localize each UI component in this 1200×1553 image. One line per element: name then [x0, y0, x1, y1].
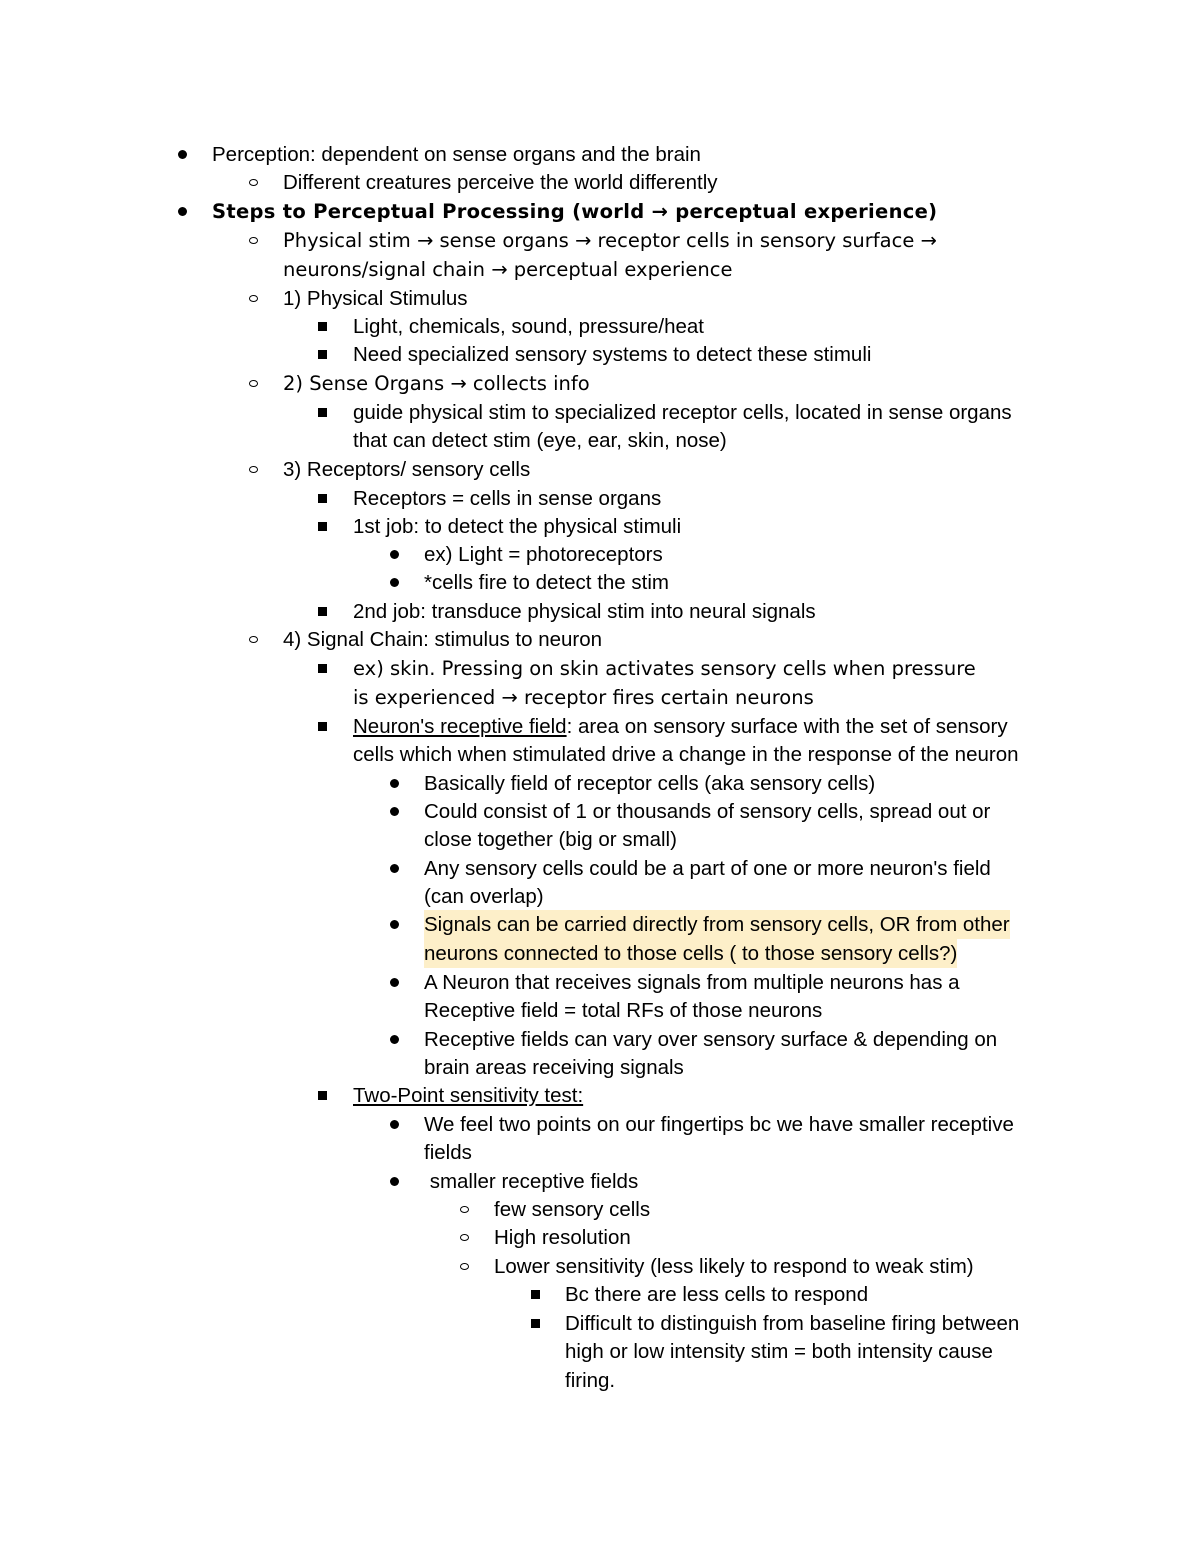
- list-item: [0, 968, 1200, 997]
- list-item-text: (can overlap): [424, 885, 544, 908]
- bullet-circle-icon: [249, 636, 258, 643]
- bullet-square-icon: [531, 1319, 540, 1328]
- list-item-text: ex) skin. Pressing on skin activates sensory cells when pressure: [353, 657, 976, 680]
- list-item-text: *cells fire to detect the stim: [424, 571, 669, 594]
- list-item-text: 1) Physical Stimulus: [283, 287, 468, 310]
- bullet-square-icon: [318, 350, 327, 359]
- list-item-text: High resolution: [494, 1226, 631, 1249]
- bullet-circle-icon: [460, 1263, 469, 1270]
- list-item-text: Receptive fields can vary over sensory surface & depending on: [424, 1028, 998, 1051]
- list-item: [0, 312, 1200, 341]
- list-item-text: Different creatures perceive the world differently: [283, 171, 718, 194]
- underlined-term: Two-Point sensitivity test:: [353, 1084, 584, 1107]
- bullet-square-icon: [318, 722, 327, 731]
- list-item-text: A Neuron that receives signals from multiple neurons has a: [424, 971, 960, 994]
- list-item-text: smaller receptive fields: [424, 1170, 639, 1193]
- bullet-circle-icon: [249, 466, 258, 473]
- list-item: [0, 1252, 1200, 1281]
- bullet-dot-icon: [390, 578, 399, 587]
- list-item-text: fields: [424, 1141, 472, 1164]
- list-item-text: few sensory cells: [494, 1198, 651, 1221]
- list-item-text: that can detect stim (eye, ear, skin, nose): [353, 429, 727, 452]
- list-item-continuation: [0, 426, 1200, 455]
- list-item-text: 2nd job: transduce physical stim into neural signals: [353, 600, 816, 623]
- list-item: [0, 1195, 1200, 1224]
- list-item: [0, 540, 1200, 569]
- bullet-square-icon: [318, 522, 327, 531]
- highlighted-text: neurons connected to those cells ( to those sensory cells?): [424, 939, 957, 968]
- list-item-continuation: [0, 740, 1200, 769]
- list-item: [0, 197, 1200, 226]
- list-item-text: high or low intensity stim = both intensity cause: [565, 1340, 993, 1363]
- list-item: [0, 484, 1200, 513]
- list-item-text: cells which when stimulated drive a change in the response of the neuron: [353, 743, 1019, 766]
- list-item: [0, 226, 1200, 255]
- list-item: [0, 1081, 1200, 1110]
- list-item-continuation: [0, 882, 1200, 911]
- bullet-square-icon: [318, 322, 327, 331]
- bullet-dot-icon: [390, 1035, 399, 1044]
- list-item-text: is experienced → receptor fires certain neurons: [353, 686, 814, 709]
- list-item: [0, 597, 1200, 626]
- bullet-square-icon: [318, 408, 327, 417]
- list-item-text: Light, chemicals, sound, pressure/heat: [353, 315, 704, 338]
- bullet-circle-icon: [249, 380, 258, 387]
- list-item-text: Any sensory cells could be a part of one or more neuron's field: [424, 857, 991, 880]
- list-item-text: Difficult to distinguish from baseline firing between: [565, 1312, 1020, 1335]
- list-item: [0, 340, 1200, 369]
- list-item: [0, 140, 1200, 169]
- list-item-text: 1st job: to detect the physical stimuli: [353, 515, 682, 538]
- list-item: [0, 797, 1200, 826]
- bullet-dot-icon: [390, 779, 399, 788]
- list-item-continuation: [0, 1337, 1200, 1366]
- list-item-text: neurons/signal chain → perceptual experience: [283, 258, 733, 281]
- list-item-text: firing.: [565, 1369, 616, 1392]
- list-item: [0, 512, 1200, 541]
- list-item: [0, 284, 1200, 313]
- list-item: [0, 1167, 1200, 1196]
- bullet-dot-icon: [390, 864, 399, 873]
- list-item-text: Could consist of 1 or thousands of sensory cells, spread out or: [424, 800, 991, 823]
- bullet-square-icon: [318, 664, 327, 673]
- list-item-text: Basically field of receptor cells (aka sensory cells): [424, 772, 876, 795]
- underlined-term: Neuron's receptive field: [353, 715, 567, 738]
- list-item: [0, 654, 1200, 683]
- bullet-dot-icon: [390, 920, 399, 929]
- list-item-continuation: [0, 255, 1200, 284]
- bullet-circle-icon: [460, 1234, 469, 1241]
- list-item-text: 4) Signal Chain: stimulus to neuron: [283, 628, 603, 651]
- list-item: [0, 854, 1200, 883]
- list-item-text: We feel two points on our fingertips bc we have smaller receptive: [424, 1113, 1014, 1136]
- bullet-circle-icon: [249, 237, 258, 244]
- list-item: [0, 369, 1200, 398]
- list-item: [0, 1280, 1200, 1309]
- list-item-continuation: [0, 825, 1200, 854]
- bullet-dot-icon: [178, 207, 187, 216]
- list-item: [0, 625, 1200, 654]
- list-item: [0, 769, 1200, 798]
- highlighted-text: Signals can be carried directly from sensory cells, OR from other: [424, 910, 1010, 939]
- bullet-square-icon: [318, 607, 327, 616]
- list-item-text: Bc there are less cells to respond: [565, 1283, 869, 1306]
- definition-text: : area on sensory surface with the set of sensory: [566, 715, 1008, 738]
- list-item-text: 2) Sense Organs → collects info: [283, 372, 590, 395]
- list-item-text: brain areas receiving signals: [424, 1056, 684, 1079]
- list-item-text: Receptive field = total RFs of those neurons: [424, 999, 823, 1022]
- list-item: [0, 1025, 1200, 1054]
- list-item: [0, 398, 1200, 427]
- list-item-text: close together (big or small): [424, 828, 677, 851]
- bullet-square-icon: [531, 1290, 540, 1299]
- list-item-continuation: [0, 1366, 1200, 1395]
- list-item-text: ex) Light = photoreceptors: [424, 543, 663, 566]
- list-item-text: Need specialized sensory systems to detect these stimuli: [353, 343, 872, 366]
- bullet-circle-icon: [249, 179, 258, 186]
- list-item-text: Perception: dependent on sense organs and the brain: [212, 143, 701, 166]
- bullet-dot-icon: [390, 807, 399, 816]
- list-item: [0, 455, 1200, 484]
- bullet-dot-icon: [390, 550, 399, 559]
- list-item-text: [353, 712, 1008, 741]
- bullet-square-icon: [318, 494, 327, 503]
- list-item-continuation: [0, 1053, 1200, 1082]
- list-item-text: guide physical stim to specialized receptor cells, located in sense organs: [353, 401, 1012, 424]
- bullet-dot-icon: [178, 150, 187, 159]
- list-item-continuation: [0, 996, 1200, 1025]
- bullet-dot-icon: [390, 978, 399, 987]
- list-item: [0, 1110, 1200, 1139]
- section-heading: Steps to Perceptual Processing (world → perceptual experience): [212, 200, 938, 223]
- bullet-dot-icon: [390, 1120, 399, 1129]
- list-item-continuation: [0, 1138, 1200, 1167]
- bullet-circle-icon: [460, 1206, 469, 1213]
- list-item: [0, 712, 1200, 741]
- list-item: [0, 168, 1200, 197]
- bullet-circle-icon: [249, 295, 258, 302]
- bullet-dot-icon: [390, 1177, 399, 1186]
- list-item-text: Receptors = cells in sense organs: [353, 487, 662, 510]
- list-item: [0, 568, 1200, 597]
- list-item-text: Physical stim → sense organs → receptor cells in sensory surface →: [283, 229, 937, 252]
- list-item: [0, 1309, 1200, 1338]
- list-item: [0, 1223, 1200, 1252]
- list-item: [0, 910, 1200, 939]
- bullet-square-icon: [318, 1091, 327, 1100]
- list-item-text: Lower sensitivity (less likely to respond to weak stim): [494, 1255, 974, 1278]
- list-item-text: 3) Receptors/ sensory cells: [283, 458, 531, 481]
- list-item-continuation: [0, 939, 1200, 968]
- list-item-continuation: [0, 683, 1200, 712]
